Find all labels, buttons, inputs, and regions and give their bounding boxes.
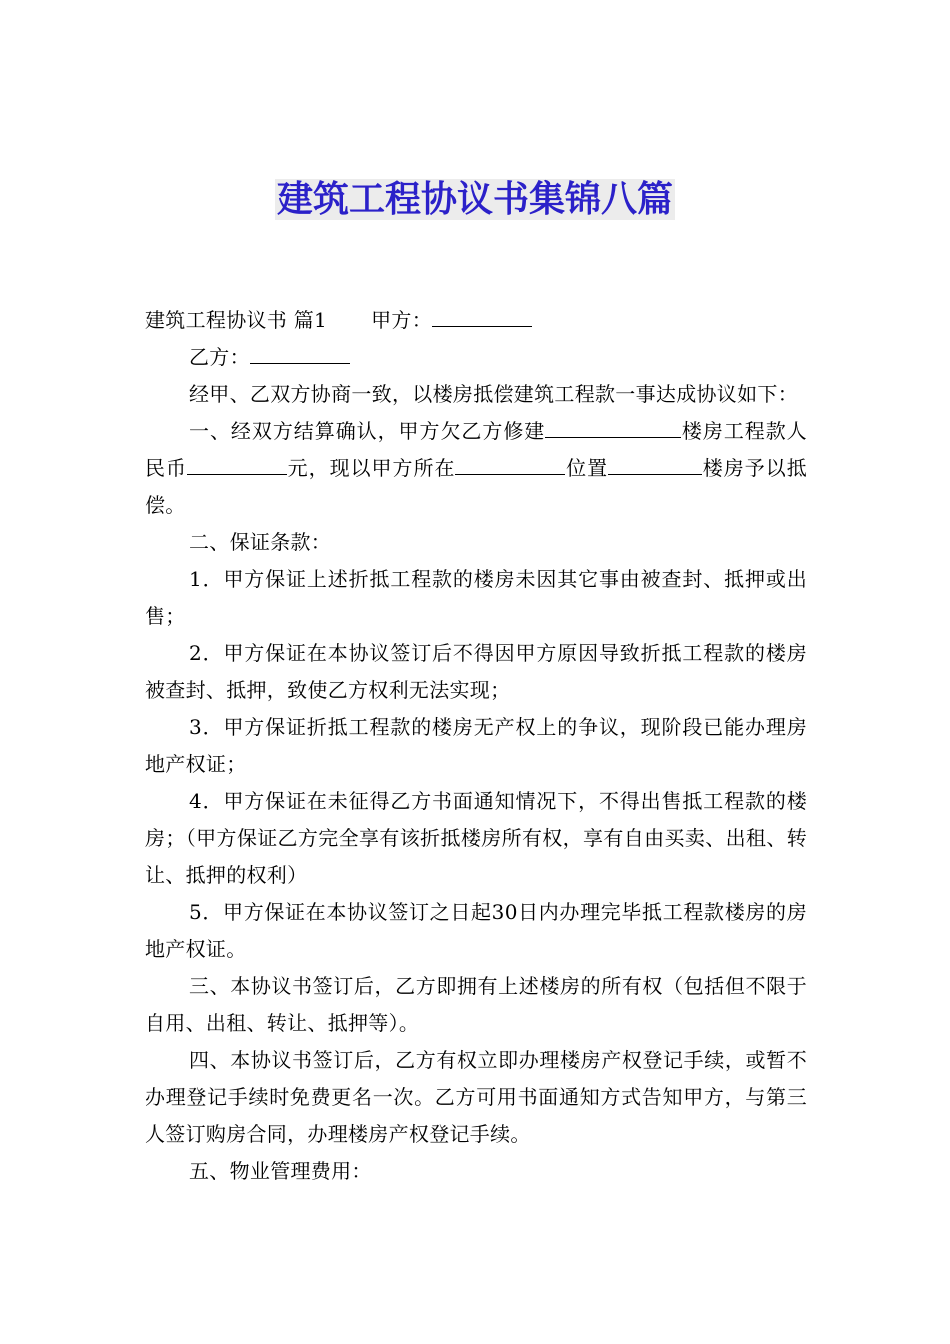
party-a-label: 甲方： <box>371 308 432 332</box>
clause-2-item-2: 2．甲方保证在本协议签订后不得因甲方原因导致折抵工程款的楼房被查封、抵押，致使乙方权利无法实现； <box>145 641 807 702</box>
clause-5: 五、物业管理费用： <box>189 1159 372 1183</box>
title-text: 建筑工程协议书集锦八篇 <box>276 179 673 220</box>
clause-1 <box>145 413 807 524</box>
clause-4: 四、本协议书签订后，乙方有权立即办理楼房产权登记手续，或暂不办理登记手续时免费更名一次。乙方可用书面通知方式告知甲方，与第三人签订购房合同，办理楼房产权登记手续。 <box>145 1048 807 1146</box>
party-b-line <box>145 339 807 376</box>
clause-2-item-3: 3．甲方保证折抵工程款的楼房无产权上的争议，现阶段已能办理房地产权证； <box>145 715 807 776</box>
party-a-blank <box>432 304 532 327</box>
party-b-label: 乙方： <box>189 345 250 369</box>
clause-3: 三、本协议书签订后，乙方即拥有上述楼房的所有权（包括但不限于自用、出租、转让、抵押等）。 <box>145 974 807 1035</box>
intro-paragraph: 经甲、乙双方协商一致，以楼房抵偿建筑工程款一事达成协议如下： <box>189 382 798 406</box>
clause-2: 二、保证条款： <box>189 530 332 554</box>
amount-blank <box>187 452 287 475</box>
building-blank <box>608 452 702 475</box>
project-blank <box>545 415 681 438</box>
document-title <box>0 174 950 226</box>
location-blank <box>455 452 565 475</box>
clause-2-item-4: 4．甲方保证在未征得乙方书面通知情况下，不得出售抵工程款的楼房；（甲方保证乙方完全享有该折抵楼房所有权，享有自由买卖、出租、转让、抵押的权利） <box>145 789 807 887</box>
clause-1-text-c: 元，现以甲方所在 <box>286 456 456 480</box>
heading-line <box>145 302 807 339</box>
party-b-blank <box>250 341 350 364</box>
section-heading: 建筑工程协议书 篇1 <box>145 308 328 332</box>
document-body <box>145 302 807 1190</box>
clause-1-text-d: 位置 <box>565 456 609 480</box>
clause-1-text-e: 楼房予以抵偿。 <box>145 456 807 517</box>
clause-2-item-1: 1．甲方保证上述折抵工程款的楼房未因其它事由被查封、抵押或出售； <box>145 567 807 628</box>
clause-2-item-5: 5．甲方保证在本协议签订之日起30日内办理完毕抵工程款楼房的房地产权证。 <box>145 900 807 961</box>
clause-1-text-b: 楼房工程款人民币 <box>145 419 807 480</box>
clause-1-text-a: 一、经双方结算确认，甲方欠乙方修建 <box>189 419 546 443</box>
